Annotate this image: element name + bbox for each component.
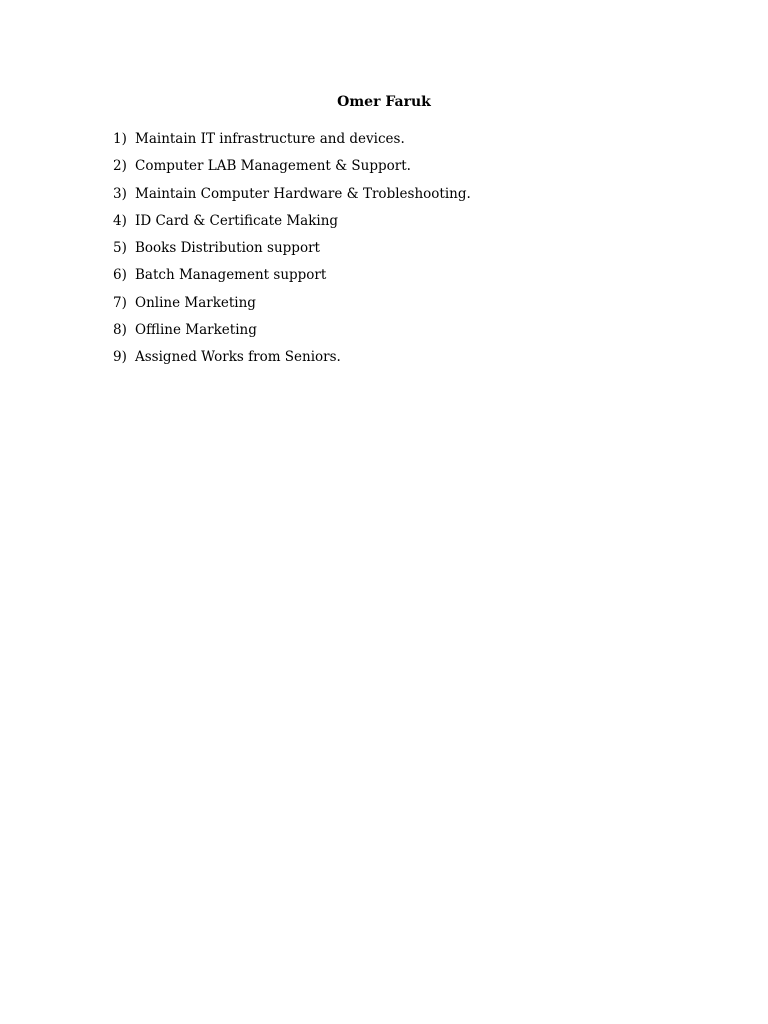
list-item-number: 1)	[113, 131, 127, 147]
list-item-number: 8)	[113, 322, 127, 339]
task-list	[113, 130, 673, 376]
list-item	[113, 185, 673, 212]
list-item	[113, 239, 673, 266]
list-item	[113, 321, 673, 348]
list-item-number: 3)	[113, 185, 127, 202]
list-item	[113, 266, 673, 293]
list-item-text: ID Card & Certificate Making	[135, 212, 339, 229]
list-item-number: 5)	[113, 240, 127, 257]
list-item	[113, 212, 673, 239]
list-item-text: Maintain IT infrastructure and devices.	[135, 131, 405, 147]
list-item	[113, 348, 673, 375]
list-item-text: Assigned Works from Seniors.	[135, 349, 341, 366]
document-title: Omer Faruk	[337, 94, 431, 110]
list-item-number: 7)	[113, 294, 127, 311]
list-item	[113, 157, 673, 184]
list-item	[113, 130, 673, 157]
list-item-text: Offline Marketing	[135, 322, 257, 339]
list-item-text: Batch Management support	[135, 267, 327, 284]
list-item-number: 9)	[113, 349, 127, 366]
list-item-number: 2)	[113, 158, 127, 175]
list-item-text: Books Distribution support	[135, 240, 320, 257]
list-item-number: 4)	[113, 212, 127, 229]
list-item-text: Online Marketing	[135, 294, 256, 311]
list-item-text: Computer LAB Management & Support.	[135, 158, 411, 175]
list-item-number: 6)	[113, 267, 127, 284]
list-item	[113, 294, 673, 321]
list-item-text: Maintain Computer Hardware & Trobleshooting.	[135, 185, 471, 202]
